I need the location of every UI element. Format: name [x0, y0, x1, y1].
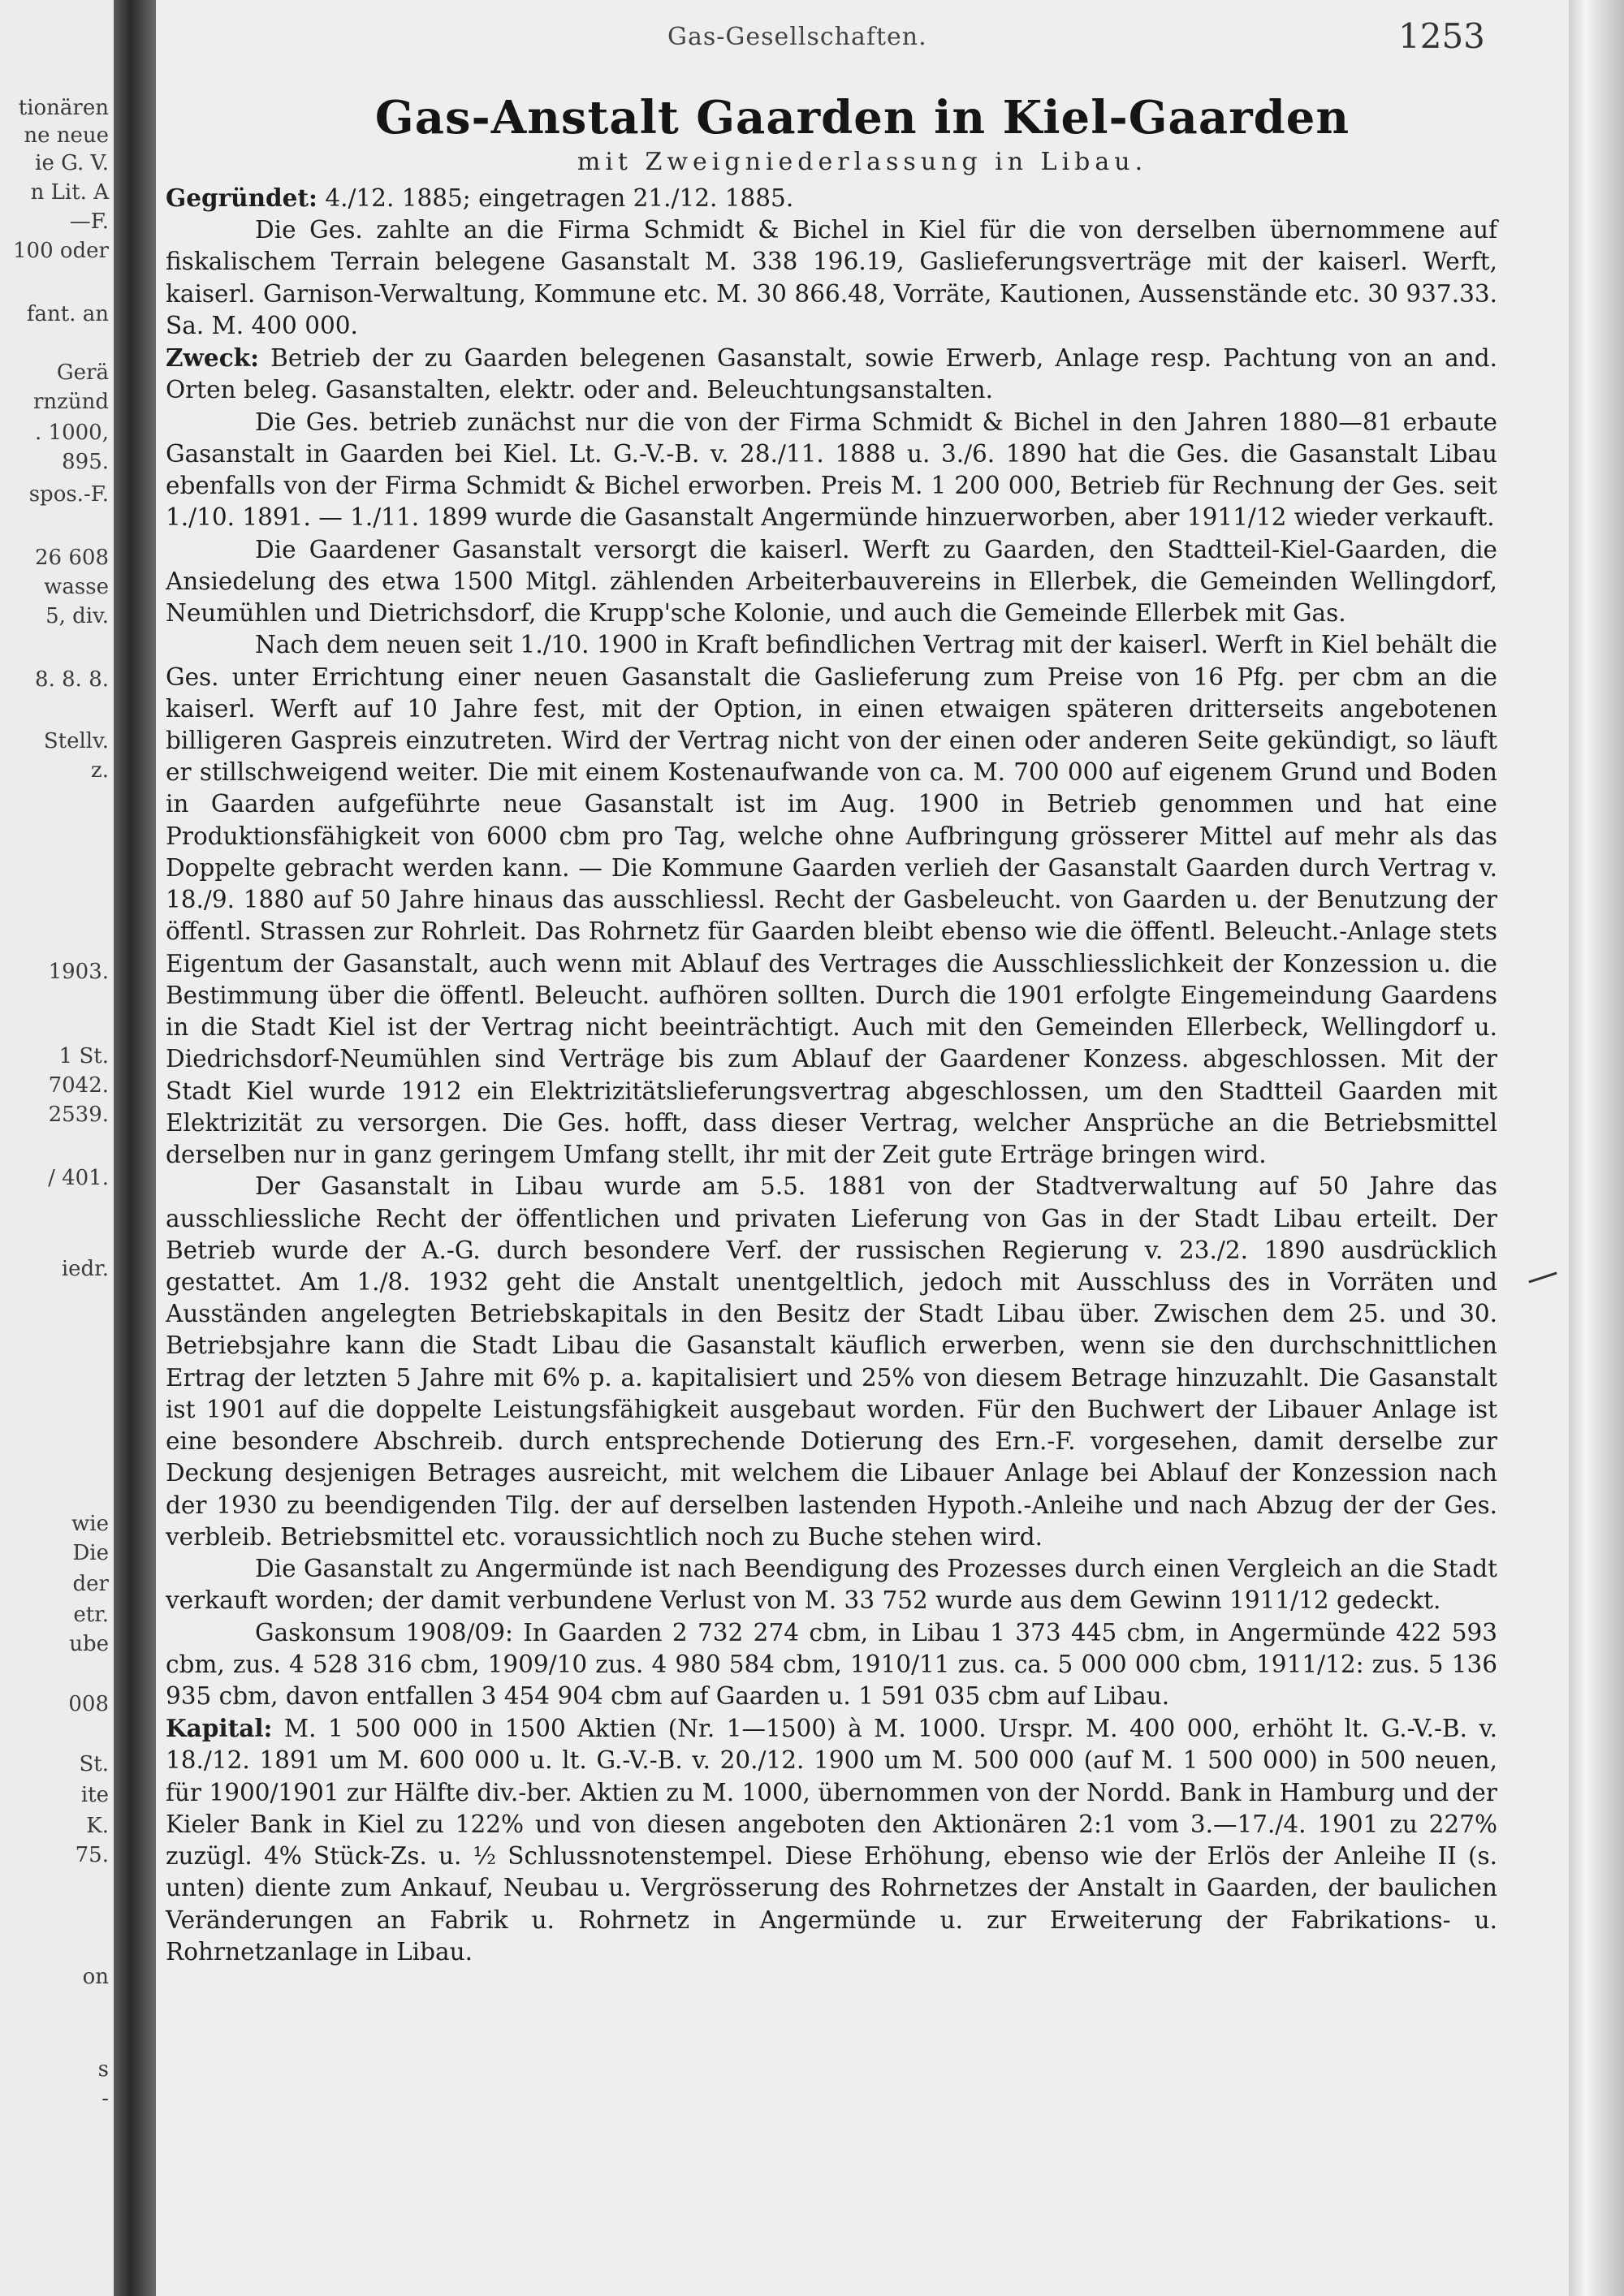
left-fragment: z.	[91, 758, 109, 783]
paragraph-angermuende: Die Gasanstalt zu Angermünde ist nach Beendigung des Prozesses durch einen Vergleich an die Stadt verkauft worden; der damit verbundene Verlust von M. 33 752 wurde aus dem Gewinn 1911/12 gedeckt.	[166, 1555, 1497, 1615]
paragraph-zweck	[166, 342, 1497, 406]
book-gutter	[114, 0, 156, 2296]
left-fragment: 26 608	[35, 546, 109, 570]
page-number: 1253	[1398, 16, 1485, 56]
left-fragment: 1 St.	[58, 1044, 109, 1068]
right-page-edge	[1569, 0, 1624, 2296]
left-fragment: St.	[79, 1752, 109, 1776]
left-fragment: 008	[68, 1692, 109, 1716]
document-page	[156, 0, 1569, 2296]
left-fragment: . 1000,	[35, 421, 109, 445]
left-fragment: wie	[71, 1512, 109, 1536]
paragraph-betrieb: Die Ges. betrieb zunächst nur die von der Firma Schmidt & Bichel in den Jahren 1880—81 erbaute Gasanstalt in Gaarden bei Kiel. Lt. G.-V.-B. v. 28./11. 1888 u. 3./6. 1890 hat die Ges. die Gasanstalt Libau ebenfalls von der Firma Schmidt & Bichel erworben. Preis M. 1 200 000, Betrieb für Rechnung der Ges. seit 1./10. 1891. — 1./11. 1899 wurde die Gasanstalt Angermünde hinzuerworben, aber 1911/12 wieder verkauft.	[166, 408, 1497, 532]
running-header: Gas-Gesellschaften.	[667, 23, 927, 51]
left-fragment: 1903.	[48, 960, 109, 984]
page-title: Gas-Anstalt Gaarden in Kiel-Gaarden	[374, 91, 1350, 145]
left-fragment: 2539.	[48, 1103, 109, 1127]
left-fragment: ube	[69, 1632, 109, 1656]
left-fragment: K.	[86, 1814, 109, 1838]
left-fragment: ne neue	[24, 123, 109, 148]
left-fragment: -	[102, 2087, 109, 2111]
paragraph-vertrag: Nach dem neuen seit 1./10. 1900 in Kraft befindlichen Vertrag mit der kaiserl. Werft in Kiel behält die Ges. unter Errichtung einer neuen Gasanstalt die Gaslieferung zum Preise von 16 Pfg. per cbm an die kaiserl. Werft auf 10 Jahre fest, mit der Option, in einen etwaigen späteren dritterseits angebotenen billigeren Gaspreis einzutreten. Wird der Vertrag nicht von der einen oder anderen Seite gekündigt, so läuft er stillschweigend weiter. Die mit einem Kostenaufwande von ca. M. 700 000 auf eigenem Grund und Boden in Gaarden aufgeführte neue Gasanstalt ist im Aug. 1900 in Betrieb genommen und hat eine Produktionsfähigkeit von 6000 cbm pro Tag, welche ohne Aufbringung grösserer Mittel auf mehr als das Doppelte gebracht werden kann. — Die Kommune Gaarden verlieh der Gasanstalt Gaarden durch Vertrag v. 18./9. 1880 auf 50 Jahre hinaus das ausschliessl. Recht der Gasbeleucht. von Gaarden u. der Benutzung der öffentl. Strassen zur Rohrleit. Das Rohrnetz für Gaarden bleibt ebenso wie die öffentl. Beleucht.-Anlage stets Eigentum der Gasanstalt, auch wenn mit Ablauf des Vertrages die Ausschliesslichkeit der Konzession u. die Bestimmung über die öffentl. Beleucht. aufhören sollten. Durch die 1901 erfolgte Eingemeindung Gaardens in die Stadt Kiel ist der Vertrag nicht beeinträchtigt. Auch mit den Gemeinden Ellerbeck, Wellingdorf u. Diedrichsdorf-Neumühlen sind Verträge bis zum Ablauf der Gaardener Konzess. abgeschlossen. Mit der Stadt Kiel wurde 1912 ein Elektrizitätslieferungsvertrag abgeschlossen, um den Stadtteil Gaarden mit Elektrizität zu versorgen. Die Ges. hofft, dass dieser Vertrag, welcher Ansprüche an die Betriebsmittel derselben nur in ganz geringem Umfang stellt, ihr mit der Zeit gute Erträge bringen wird.	[166, 631, 1497, 1169]
left-fragment: 7042.	[48, 1073, 109, 1098]
left-fragment: wasse	[44, 575, 109, 599]
left-fragment: 895.	[62, 450, 109, 474]
left-fragment: Gerä	[56, 360, 109, 385]
margin-pencil-mark	[1528, 1272, 1557, 1284]
left-fragment: 75.	[75, 1843, 109, 1867]
left-fragment: tionären	[18, 96, 109, 120]
left-fragment: etr.	[73, 1603, 109, 1627]
paragraph-kapital	[166, 1712, 1497, 1968]
left-fragment: 8. 8. 8.	[35, 667, 109, 692]
paragraph-uebernahme: Die Ges. zahlte an die Firma Schmidt & Bichel in Kiel für die von derselben übernommene auf fiskalischem Terrain belegene Gasanstalt M. 338 196.19, Gaslieferungsverträge mit der kaiserl. Werft, kaiserl. Garnison-Verwaltung, Kommune etc. M. 30 866.48, Vorräte, Kautionen, Aussenstände etc. 30 937.33. Sa. M. 400 000.	[166, 216, 1497, 339]
left-fragment: Die	[72, 1541, 109, 1565]
section-label-gegruendet: Gegründet:	[166, 183, 317, 212]
left-fragment: iedr.	[61, 1257, 109, 1281]
left-fragment: 5, div.	[45, 604, 109, 628]
left-fragment: rnzünd	[32, 390, 109, 414]
paragraph-gegruendet	[166, 182, 1497, 214]
left-fragment: on	[82, 1965, 109, 1989]
left-fragment: der	[72, 1572, 109, 1596]
paragraph-text: 4./12. 1885; eingetragen 21./12. 1885.	[317, 184, 794, 212]
paragraph-text: M. 1 500 000 in 1500 Aktien (Nr. 1—1500) à M. 1000. Urspr. M. 400 000, erhöht lt. G.-V.-B. v. 18./12. 1891 um M. 600 000 u. lt. G.-V.-B. v. 20./12. 1900 um M. 500 000 (auf M. 1 500 000) in 500 neuen, für 1900/1901 zur Hälfte div.-ber. Aktien zu M. 1000, übernommen von der Nordd. Bank in Hamburg und der Kieler Bank in Kiel zu 122% und von diesen angeboten den Aktionären 2:1 vom 3.—17./4. 1901 zu 227% zuzügl. 4% Stück-Zs. u. ½ Schlussnotenstempel. Diese Erhöhung, ebenso wie der Erlös der Anleihe II (s. unten) diente zum Ankauf, Neubau u. Vergrösserung des Rohrnetzes der Anstalt in Gaarden, der baulichen Veränderungen an Fabrik u. Rohrnetz in Angermünde u. zur Erweiterung der Fabrikations- u. Rohrnetzanlage in Libau.	[166, 1715, 1497, 1966]
left-fragment: n Lit. A	[30, 180, 109, 205]
left-fragment: ie G. V.	[35, 151, 109, 175]
left-fragment: fant. an	[26, 302, 109, 326]
page-subtitle: mit Zweigniederlassung in Libau.	[577, 148, 1148, 176]
paragraph-versorgung: Die Gaardener Gasanstalt versorgt die kaiserl. Werft zu Gaarden, den Stadtteil-Kiel-Gaarden, die Ansiedelung des etwa 1500 Mitgl. zählenden Arbeiterbauvereins in Ellerbek, die Gemeinden Wellingdorf, Neumühlen und Dietrichsdorf, die Krupp'sche Kolonie, und auch die Gemeinde Ellerbek mit Gas.	[166, 535, 1497, 628]
left-fragment: spos.-F.	[28, 482, 109, 507]
left-fragment: / 401.	[48, 1166, 109, 1190]
left-fragment: —F.	[69, 209, 109, 234]
paragraph-libau: Der Gasanstalt in Libau wurde am 5.5. 1881 von der Stadtverwaltung auf 50 Jahre das ausschliessliche Recht der öffentlichen und privaten Lieferung von Gas in der Stadt Libau erteilt. Der Betrieb wurde der A.-G. durch besondere Verf. der russischen Regierung v. 23./2. 1890 ausdrücklich gestattet. Am 1./8. 1932 geht die Anstalt unentgeltlich, jedoch mit Ausschluss des in Vorräten und Ausständen angelegten Betriebskapitals in den Besitz der Stadt Libau über. Zwischen dem 25. und 30. Betriebsjahre kann die Stadt Libau die Gasanstalt käuflich erwerben, wenn sie den durchschnittlichen Ertrag der letzten 5 Jahre mit 6% p. a. kapitalisiert und 25% von diesem Betrage hinzuzahlt. Die Gasanstalt ist 1901 auf die doppelte Leistungsfähigkeit ausgebaut worden. Für den Buchwert der Libauer Anlage ist eine besondere Abschreib. durch entsprechende Dotierung des Ern.-F. vorgesehen, damit derselbe zur Deckung desjenigen Betrages ausreicht, mit welchem die Libauer Anlage bei Ablauf der Konzession nach der 1930 zu beendigenden Tilg. der auf derselben lastenden Hypoth.-Anleihe und nach Abzug der der Ges. verbleib. Betriebsmittel etc. voraussichtlich noch zu Buche stehen wird.	[166, 1172, 1497, 1551]
left-fragment: ite	[80, 1783, 109, 1807]
paragraph-gaskonsum: Gaskonsum 1908/09: In Gaarden 2 732 274 cbm, in Libau 1 373 445 cbm, in Angermünde 422 593 cbm, zus. 4 528 316 cbm, 1909/10 zus. 4 980 584 cbm, 1910/11 zus. ca. 5 000 000 cbm, 1911/12: zus. 5 136 935 cbm, davon entfallen 3 454 904 cbm auf Gaarden u. 1 591 035 cbm auf Libau.	[166, 1618, 1497, 1711]
left-fragment: 100 oder	[12, 239, 109, 263]
left-page-edge	[0, 0, 114, 2296]
left-fragment: Stellv.	[43, 729, 109, 753]
left-fragment: s	[97, 2057, 109, 2082]
section-label-kapital: Kapital:	[166, 1714, 273, 1743]
paragraph-text: Betrieb der zu Gaarden belegenen Gasanstalt, sowie Erwerb, Anlage resp. Pachtung von an and. Orten beleg. Gasanstalten, elektr. oder and. Beleuchtungsanstalten.	[166, 344, 1497, 404]
section-label-zweck: Zweck:	[166, 343, 259, 373]
article-body	[166, 182, 1497, 1968]
